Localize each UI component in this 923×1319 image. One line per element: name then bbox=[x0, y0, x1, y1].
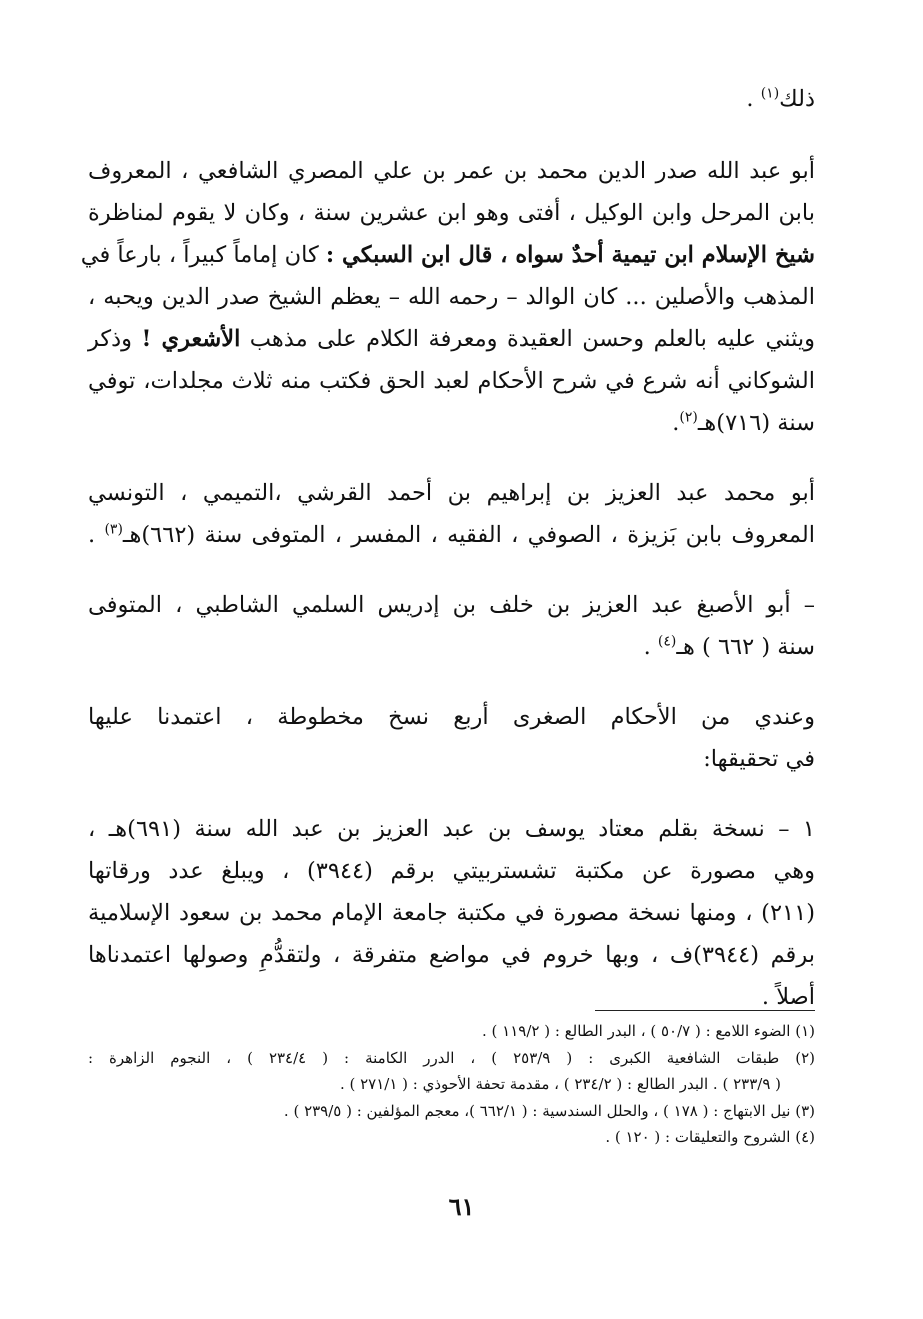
text-line: ١ – نسخة بقلم معتاد يوسف بن عبد العزيز بن عبد الله سنة (٦٩١)هـ ، bbox=[88, 816, 815, 842]
footnote-ref-1[interactable]: (١) bbox=[760, 85, 780, 102]
footnote-ref-2[interactable]: (٢) bbox=[679, 409, 698, 426]
text-line: الشوكاني أنه شرع في شرح الأحكام لعبد الحق فكتب منه ثلاث مجلدات، توفي bbox=[88, 368, 815, 394]
text-line: سنة (٧١٦)هـ$^{(٢)}$. bbox=[672, 409, 815, 436]
text-line: برقم (٣٩٤٤)ف ، وبها خروم في مواضع متفرقة ، ولتقدُّمِ وصولها اعتمدناها bbox=[88, 942, 815, 968]
footnote-1: (١) الضوء اللامع : ( ٥٠/٧ ) ، البدر الطالع : ( ١١٩/٢ ) . bbox=[482, 1022, 815, 1040]
text-line: أصلاً . bbox=[761, 984, 815, 1010]
text-line: في تحقيقها: bbox=[703, 746, 815, 772]
text-line: أبو محمد عبد العزيز بن إبراهيم بن أحمد القرشي ،التميمي ، التونسي bbox=[88, 480, 815, 506]
footnote-ref-4[interactable]: (٤) bbox=[657, 633, 677, 650]
text-line: المذهب والأصلين ... كان الوالد – رحمه الله – يعظم الشيخ صدر الدين ويحبه ، bbox=[88, 284, 815, 310]
paragraph-manuscript-1 bbox=[88, 808, 815, 1018]
text-line: – أبو الأصبغ عبد العزيز بن خلف بن إدريس السلمي الشاطبي ، المتوفى bbox=[88, 592, 815, 618]
footnotes bbox=[88, 1018, 815, 1151]
footnote-4: (٤) الشروح والتعليقات : ( ١٢٠ ) . bbox=[605, 1128, 815, 1146]
text-line: أبو عبد الله صدر الدين محمد بن عمر بن علي المصري الشافعي ، المعروف bbox=[88, 158, 815, 184]
opening-line: ذلك$^{(١)}$ . bbox=[746, 85, 815, 112]
footnote-2: (٢) طبقات الشافعية الكبرى : ( ٢٥٣/٩ ) ، الدرر الكامنة : ( ٢٣٤/٤ ) ، النجوم الزاهرة : bbox=[88, 1048, 815, 1067]
text-line: وهي مصورة عن مكتبة تشستربيتي برقم (٣٩٤٤) ، ويبلغ عدد ورقاتها bbox=[88, 858, 816, 884]
paragraph-manuscripts bbox=[88, 696, 815, 780]
footnote-3: (٣) نيل الابتهاج : ( ١٧٨ ) ، والحلل السندسية : ( ٦٦٢/١ )، معجم المؤلفين : ( ٢٣٩/٥ ) . bbox=[283, 1101, 815, 1120]
text-line: شيخ الإسلام ابن تيمية أحدٌ سواه ، قال ابن السبكي : كان إماماً كبيراً ، بارعاً في bbox=[80, 242, 815, 268]
text-line: وعندي من الأحكام الصغرى أربع نسخ مخطوطة ، اعتمدنا عليها bbox=[88, 704, 815, 730]
footnote-separator bbox=[595, 1010, 815, 1011]
text-line: ويثني عليه بالعلم وحسن العقيدة ومعرفة الكلام على مذهب الأشعري ! وذكر bbox=[88, 326, 815, 352]
text-line: المعروف بابن بَزيزة ، الصوفي ، الفقيه ، المفسر ، المتوفى سنة (٦٦٢)هـ$^{(٣)}$ . bbox=[88, 521, 815, 548]
text-line: سنة ( ٦٦٢ ) هـ$^{(٤)}$ . bbox=[643, 633, 815, 660]
page-number: ٦١ bbox=[448, 1192, 475, 1221]
text-line: (٢١١) ، ومنها نسخة مصورة في مكتبة جامعة الإمام محمد بن سعود الإسلامية bbox=[88, 900, 815, 926]
paragraph-ibn-baziza bbox=[88, 472, 815, 556]
text-line: بابن المرحل وابن الوكيل ، أفتى وهو ابن عشرين سنة ، وكان لا يقوم لمناظرة bbox=[88, 200, 815, 226]
footnote-ref-3[interactable]: (٣) bbox=[104, 521, 123, 538]
paragraph-al-shatibi bbox=[88, 584, 815, 668]
footnote-2-continued: ( ٢٣٣/٩ ) . البدر الطالع : ( ٢٣٤/٢ ) ، مقدمة تحفة الأحوذي : ( ٢٧١/١ ) . bbox=[339, 1075, 781, 1093]
paragraph-sadr-al-din bbox=[80, 150, 815, 444]
